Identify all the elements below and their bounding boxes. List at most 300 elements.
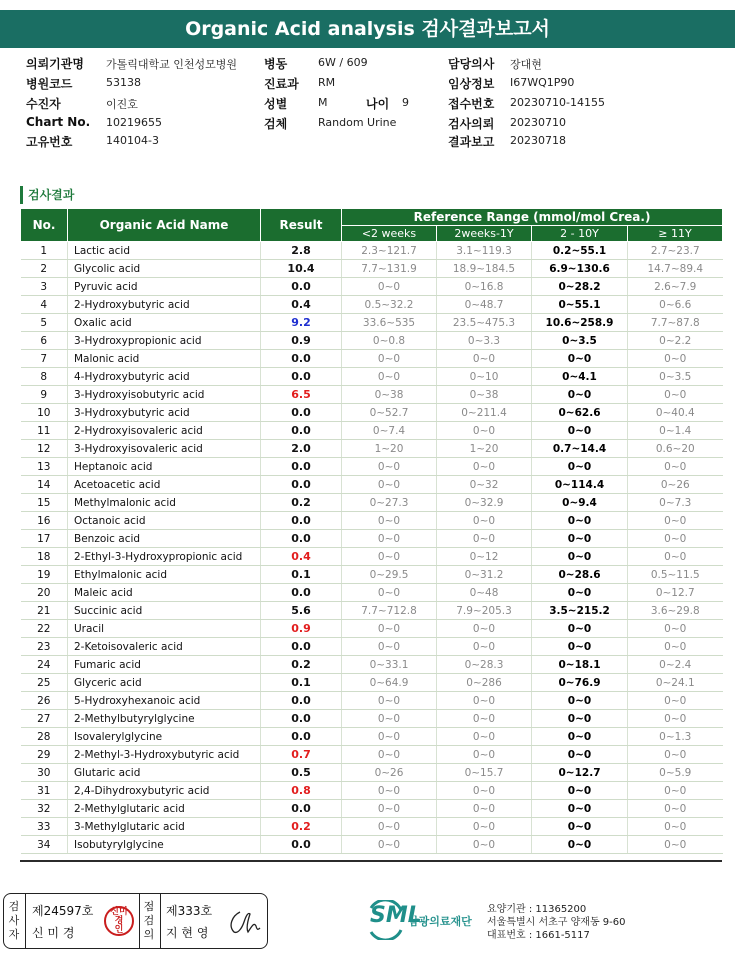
- row-number: 13: [21, 458, 68, 476]
- ref-11y-plus: 0~3.5: [628, 368, 723, 386]
- ref-11y-plus: 0~0: [628, 350, 723, 368]
- result-value: 0.0: [261, 422, 342, 440]
- unique-no-value: 140104-3: [106, 134, 159, 147]
- table-row: [21, 800, 723, 818]
- acid-name: Glyceric acid: [68, 674, 261, 692]
- acid-name: Succinic acid: [68, 602, 261, 620]
- ref-2-10y: 0.2~55.1: [532, 242, 628, 260]
- requesting-institution-value: 가톨릭대학교 인천성모병원: [106, 58, 238, 71]
- ref-under-2w: 0~27.3: [342, 494, 437, 512]
- ref-2w-1y: 1~20: [437, 440, 532, 458]
- ref-2w-1y: 0~0: [437, 746, 532, 764]
- ref-under-2w: 0~0: [342, 458, 437, 476]
- result-value: 0.9: [261, 620, 342, 638]
- ref-11y-plus: 7.7~87.8: [628, 314, 723, 332]
- result-value: 0.0: [261, 728, 342, 746]
- table-row: [21, 404, 723, 422]
- ref-2w-1y: 0~0: [437, 800, 532, 818]
- ref-under-2w: 0~0: [342, 548, 437, 566]
- ref-2w-1y: 0~3.3: [437, 332, 532, 350]
- sml-logo-text: SML: [370, 903, 422, 928]
- ref-11y-plus: 2.6~7.9: [628, 278, 723, 296]
- table-row: [21, 494, 723, 512]
- ref-under-2w: 0~0: [342, 368, 437, 386]
- result-value: 0.7: [261, 746, 342, 764]
- result-value: 0.0: [261, 278, 342, 296]
- acid-name: Fumaric acid: [68, 656, 261, 674]
- ref-2w-1y: 23.5~475.3: [437, 314, 532, 332]
- result-value: 0.5: [261, 764, 342, 782]
- physician-label: 담당의사: [448, 57, 495, 71]
- row-number: 32: [21, 800, 68, 818]
- row-number: 22: [21, 620, 68, 638]
- acid-name: 3-Methylglutaric acid: [68, 818, 261, 836]
- ref-col-2-10y: 2 - 10Y: [532, 226, 628, 242]
- tester-license-no: 제24597호: [32, 904, 94, 918]
- report-title: Organic Acid analysis 검사결과보고서: [0, 10, 735, 48]
- ref-2w-1y: 0~28.3: [437, 656, 532, 674]
- specimen-value: Random Urine: [318, 116, 397, 129]
- row-number: 34: [21, 836, 68, 854]
- acid-name: Glutaric acid: [68, 764, 261, 782]
- table-row: [21, 656, 723, 674]
- table-row: [21, 566, 723, 584]
- ref-11y-plus: 0~0: [628, 746, 723, 764]
- ref-11y-plus: 0~0: [628, 782, 723, 800]
- clinical-info-label: 임상정보: [448, 77, 495, 91]
- table-row: [21, 584, 723, 602]
- ref-2-10y: 0~0: [532, 746, 628, 764]
- table-row: [21, 764, 723, 782]
- acid-name: 5-Hydroxyhexanoic acid: [68, 692, 261, 710]
- table-row: [21, 530, 723, 548]
- table-row: [21, 548, 723, 566]
- result-value: 0.1: [261, 674, 342, 692]
- ref-11y-plus: 0~0: [628, 638, 723, 656]
- row-number: 1: [21, 242, 68, 260]
- ref-2-10y: 0~0: [532, 422, 628, 440]
- ref-2-10y: 3.5~215.2: [532, 602, 628, 620]
- ref-2w-1y: 0~286: [437, 674, 532, 692]
- table-row: [21, 332, 723, 350]
- acid-name: 2-Hydroxyisovaleric acid: [68, 422, 261, 440]
- row-number: 25: [21, 674, 68, 692]
- ref-under-2w: 0~0: [342, 620, 437, 638]
- table-row: [21, 296, 723, 314]
- ref-under-2w: 0~33.1: [342, 656, 437, 674]
- acid-name: Glycolic acid: [68, 260, 261, 278]
- row-number: 26: [21, 692, 68, 710]
- clinical-info-value: I67WQ1P90: [510, 76, 575, 89]
- ref-11y-plus: 0~0: [628, 386, 723, 404]
- ref-under-2w: 0~0: [342, 476, 437, 494]
- acid-name: 2-Ethyl-3-Hydroxypropionic acid: [68, 548, 261, 566]
- ref-under-2w: 0~0: [342, 692, 437, 710]
- chart-no-label: Chart No.: [26, 115, 91, 129]
- result-value: 0.0: [261, 530, 342, 548]
- examinee-value: 이진호: [106, 98, 138, 111]
- result-value: 10.4: [261, 260, 342, 278]
- acid-name: Pyruvic acid: [68, 278, 261, 296]
- ref-2w-1y: 0~10: [437, 368, 532, 386]
- ref-2w-1y: 0~12: [437, 548, 532, 566]
- unique-no-label: 고유번호: [26, 135, 73, 149]
- ref-under-2w: 0~0: [342, 512, 437, 530]
- row-number: 16: [21, 512, 68, 530]
- hospital-code-label: 병원코드: [26, 77, 73, 91]
- result-value: 0.9: [261, 332, 342, 350]
- ref-under-2w: 0~0: [342, 530, 437, 548]
- age-label: 나이: [366, 97, 390, 111]
- ref-col-2w-1y: 2weeks-1Y: [437, 226, 532, 242]
- ref-2w-1y: 0~0: [437, 692, 532, 710]
- ref-under-2w: 0~38: [342, 386, 437, 404]
- ref-11y-plus: 0~0: [628, 458, 723, 476]
- result-value: 2.0: [261, 440, 342, 458]
- ref-under-2w: 0~0: [342, 746, 437, 764]
- ref-under-2w: 0~0: [342, 638, 437, 656]
- ref-under-2w: 0~0: [342, 818, 437, 836]
- ref-11y-plus: 0.5~11.5: [628, 566, 723, 584]
- result-value: 0.2: [261, 818, 342, 836]
- table-row: [21, 674, 723, 692]
- row-number: 28: [21, 728, 68, 746]
- result-value: 0.0: [261, 404, 342, 422]
- specimen-label: 검체: [264, 117, 288, 131]
- acid-name: 3-Hydroxypropionic acid: [68, 332, 261, 350]
- result-value: 0.0: [261, 458, 342, 476]
- ref-2w-1y: 0~32: [437, 476, 532, 494]
- tester-label: 검사자: [8, 900, 20, 941]
- ref-under-2w: 0~0: [342, 782, 437, 800]
- ref-2-10y: 0~0: [532, 692, 628, 710]
- ref-11y-plus: 0~0: [628, 530, 723, 548]
- receipt-no-value: 20230710-14155: [510, 96, 605, 109]
- ref-11y-plus: 0~40.4: [628, 404, 723, 422]
- row-number: 27: [21, 710, 68, 728]
- ref-under-2w: 33.6~535: [342, 314, 437, 332]
- signature-box: [3, 893, 268, 949]
- lab-info: [487, 903, 626, 942]
- row-number: 11: [21, 422, 68, 440]
- row-number: 5: [21, 314, 68, 332]
- ref-2w-1y: 0~48.7: [437, 296, 532, 314]
- request-date-label: 검사의뢰: [448, 117, 495, 131]
- ref-2w-1y: 0~0: [437, 728, 532, 746]
- ref-under-2w: 0~0: [342, 710, 437, 728]
- row-number: 3: [21, 278, 68, 296]
- ref-11y-plus: 0~0: [628, 818, 723, 836]
- ref-11y-plus: 0~0: [628, 692, 723, 710]
- ref-2w-1y: 0~0: [437, 512, 532, 530]
- result-value: 0.0: [261, 476, 342, 494]
- ref-2-10y: 0~28.2: [532, 278, 628, 296]
- ref-under-2w: 0~0.8: [342, 332, 437, 350]
- row-number: 14: [21, 476, 68, 494]
- result-value: 0.0: [261, 638, 342, 656]
- table-row: [21, 458, 723, 476]
- ref-11y-plus: 3.6~29.8: [628, 602, 723, 620]
- ref-under-2w: 0~29.5: [342, 566, 437, 584]
- result-value: 0.0: [261, 368, 342, 386]
- acid-name: 2,4-Dihydroxybutyric acid: [68, 782, 261, 800]
- table-row: [21, 476, 723, 494]
- result-value: 6.5: [261, 386, 342, 404]
- physician-value: 장대현: [510, 58, 542, 71]
- ref-2-10y: 0~0: [532, 350, 628, 368]
- section-title: 검사결과: [20, 186, 74, 204]
- ref-under-2w: 0~0: [342, 836, 437, 854]
- acid-name: Uracil: [68, 620, 261, 638]
- row-number: 33: [21, 818, 68, 836]
- acid-name: Malonic acid: [68, 350, 261, 368]
- acid-name: 2-Hydroxybutyric acid: [68, 296, 261, 314]
- sex-label: 성별: [264, 97, 288, 111]
- ref-2-10y: 0~0: [532, 638, 628, 656]
- row-number: 9: [21, 386, 68, 404]
- row-number: 21: [21, 602, 68, 620]
- ref-col-under-2w: <2 weeks: [342, 226, 437, 242]
- ref-11y-plus: 0~2.4: [628, 656, 723, 674]
- ref-2-10y: 0~0: [532, 710, 628, 728]
- row-number: 30: [21, 764, 68, 782]
- ref-2w-1y: 0~38: [437, 386, 532, 404]
- age-value: 9: [402, 96, 409, 109]
- ref-2-10y: 0~0: [532, 728, 628, 746]
- ref-under-2w: 0~0: [342, 800, 437, 818]
- ref-11y-plus: 0~6.6: [628, 296, 723, 314]
- ref-under-2w: 7.7~712.8: [342, 602, 437, 620]
- ref-2-10y: 0.7~14.4: [532, 440, 628, 458]
- ref-11y-plus: 0~26: [628, 476, 723, 494]
- ref-2-10y: 0~0: [532, 458, 628, 476]
- ref-11y-plus: 2.7~23.7: [628, 242, 723, 260]
- ref-2-10y: 0~28.6: [532, 566, 628, 584]
- result-value: 2.8: [261, 242, 342, 260]
- tester-seal-stamp: 신미경 인: [104, 906, 134, 936]
- ref-2w-1y: 0~211.4: [437, 404, 532, 422]
- table-row: [21, 350, 723, 368]
- result-value: 0.0: [261, 512, 342, 530]
- ref-2w-1y: 0~0: [437, 620, 532, 638]
- acid-name: Isovalerylglycine: [68, 728, 261, 746]
- ref-2w-1y: 0~15.7: [437, 764, 532, 782]
- results-table: [20, 208, 723, 854]
- department-label: 진료과: [264, 77, 299, 91]
- ref-under-2w: 0~52.7: [342, 404, 437, 422]
- ref-11y-plus: 0~12.7: [628, 584, 723, 602]
- ref-2w-1y: 0~0: [437, 458, 532, 476]
- result-value: 5.6: [261, 602, 342, 620]
- result-value: 0.4: [261, 548, 342, 566]
- ref-2w-1y: 0~0: [437, 530, 532, 548]
- ref-11y-plus: 0~0: [628, 512, 723, 530]
- ref-2w-1y: 0~16.8: [437, 278, 532, 296]
- ref-under-2w: 2.3~121.7: [342, 242, 437, 260]
- report-date-label: 결과보고: [448, 135, 495, 149]
- ref-2w-1y: 0~31.2: [437, 566, 532, 584]
- ref-2-10y: 0~0: [532, 530, 628, 548]
- row-number: 12: [21, 440, 68, 458]
- row-number: 31: [21, 782, 68, 800]
- ref-2-10y: 0~55.1: [532, 296, 628, 314]
- ref-2-10y: 0~0: [532, 548, 628, 566]
- ref-under-2w: 0~0: [342, 278, 437, 296]
- ref-2-10y: 0~62.6: [532, 404, 628, 422]
- reviewer-license-no: 제333호: [166, 904, 213, 918]
- table-row: [21, 368, 723, 386]
- ref-2w-1y: 7.9~205.3: [437, 602, 532, 620]
- acid-name: 2-Ketoisovaleric acid: [68, 638, 261, 656]
- ref-2-10y: 0~3.5: [532, 332, 628, 350]
- table-row: [21, 620, 723, 638]
- ref-2-10y: 0~0: [532, 386, 628, 404]
- row-number: 10: [21, 404, 68, 422]
- table-row: [21, 440, 723, 458]
- result-value: 0.0: [261, 692, 342, 710]
- acid-name: Maleic acid: [68, 584, 261, 602]
- lab-code: 요양기관 : 11365200: [487, 904, 587, 915]
- table-row: [21, 242, 723, 260]
- result-value: 0.0: [261, 800, 342, 818]
- reviewer-label: 점검의: [143, 900, 155, 941]
- sex-value: M: [318, 96, 328, 109]
- ref-2-10y: 0~0: [532, 836, 628, 854]
- lab-address: 서울특별시 서초구 양재동 9-60: [487, 917, 626, 928]
- ref-2-10y: 0~0: [532, 782, 628, 800]
- result-value: 0.1: [261, 566, 342, 584]
- ref-2w-1y: 3.1~119.3: [437, 242, 532, 260]
- ref-2w-1y: 0~0: [437, 350, 532, 368]
- row-number: 6: [21, 332, 68, 350]
- acid-name: 3-Hydroxyisobutyric acid: [68, 386, 261, 404]
- table-row: [21, 638, 723, 656]
- row-number: 19: [21, 566, 68, 584]
- ref-2-10y: 10.6~258.9: [532, 314, 628, 332]
- ref-11y-plus: 0~24.1: [628, 674, 723, 692]
- ref-2-10y: 0~0: [532, 512, 628, 530]
- ref-2w-1y: 0~48: [437, 584, 532, 602]
- table-row: [21, 728, 723, 746]
- ref-2w-1y: 0~0: [437, 782, 532, 800]
- ref-under-2w: 0~7.4: [342, 422, 437, 440]
- row-number: 20: [21, 584, 68, 602]
- row-number: 8: [21, 368, 68, 386]
- table-row: [21, 278, 723, 296]
- ref-11y-plus: 0~7.3: [628, 494, 723, 512]
- acid-name: Benzoic acid: [68, 530, 261, 548]
- ref-11y-plus: 0~1.4: [628, 422, 723, 440]
- ref-under-2w: 0~0: [342, 728, 437, 746]
- ref-under-2w: 0~0: [342, 584, 437, 602]
- ref-11y-plus: 0~2.2: [628, 332, 723, 350]
- ref-under-2w: 7.7~131.9: [342, 260, 437, 278]
- result-value: 0.0: [261, 584, 342, 602]
- result-value: 9.2: [261, 314, 342, 332]
- ref-2w-1y: 0~32.9: [437, 494, 532, 512]
- ref-2w-1y: 0~0: [437, 422, 532, 440]
- sml-logo-subtitle: 삼광의료재단: [408, 915, 472, 928]
- ward-value: 6W / 609: [318, 56, 368, 69]
- bottom-divider: [20, 860, 722, 862]
- ref-2-10y: 0~9.4: [532, 494, 628, 512]
- acid-name: Oxalic acid: [68, 314, 261, 332]
- chart-no-value: 10219655: [106, 116, 162, 129]
- ref-2-10y: 0~0: [532, 620, 628, 638]
- ref-under-2w: 0~0: [342, 350, 437, 368]
- row-number: 15: [21, 494, 68, 512]
- ref-under-2w: 0~26: [342, 764, 437, 782]
- ref-col-11y-plus: ≥ 11Y: [628, 226, 723, 242]
- table-row: [21, 818, 723, 836]
- ref-2-10y: 0~0: [532, 800, 628, 818]
- acid-name: 4-Hydroxybutyric acid: [68, 368, 261, 386]
- ref-2-10y: 0~0: [532, 818, 628, 836]
- ref-2w-1y: 0~0: [437, 710, 532, 728]
- table-row: [21, 602, 723, 620]
- table-row: [21, 386, 723, 404]
- table-row: [21, 512, 723, 530]
- ref-11y-plus: 0.6~20: [628, 440, 723, 458]
- ref-11y-plus: 0~0: [628, 836, 723, 854]
- table-row: [21, 314, 723, 332]
- acid-name: Methylmalonic acid: [68, 494, 261, 512]
- acid-name: Ethylmalonic acid: [68, 566, 261, 584]
- result-value: 0.8: [261, 782, 342, 800]
- table-row: [21, 782, 723, 800]
- acid-name: Heptanoic acid: [68, 458, 261, 476]
- ref-2-10y: 0~0: [532, 584, 628, 602]
- ref-2w-1y: 0~0: [437, 818, 532, 836]
- request-date-value: 20230710: [510, 116, 566, 129]
- ref-under-2w: 0.5~32.2: [342, 296, 437, 314]
- tester-name: 신 미 경: [32, 926, 75, 940]
- acid-name: Isobutyrylglycine: [68, 836, 261, 854]
- examinee-label: 수진자: [26, 97, 61, 111]
- col-result-header: Result: [261, 209, 342, 242]
- hospital-code-value: 53138: [106, 76, 141, 89]
- result-value: 0.2: [261, 656, 342, 674]
- result-value: 0.0: [261, 710, 342, 728]
- report-date-value: 20230718: [510, 134, 566, 147]
- ref-2-10y: 6.9~130.6: [532, 260, 628, 278]
- ref-2-10y: 0~4.1: [532, 368, 628, 386]
- ref-2-10y: 0~12.7: [532, 764, 628, 782]
- ref-11y-plus: 14.7~89.4: [628, 260, 723, 278]
- table-row: [21, 692, 723, 710]
- row-number: 2: [21, 260, 68, 278]
- acid-name: Octanoic acid: [68, 512, 261, 530]
- ref-11y-plus: 0~0: [628, 548, 723, 566]
- acid-name: 2-Methylglutaric acid: [68, 800, 261, 818]
- reviewer-signature: [226, 908, 262, 936]
- ref-under-2w: 0~64.9: [342, 674, 437, 692]
- acid-name: Lactic acid: [68, 242, 261, 260]
- ward-label: 병동: [264, 57, 288, 71]
- ref-2w-1y: 0~0: [437, 638, 532, 656]
- department-value: RM: [318, 76, 336, 89]
- acid-name: Acetoacetic acid: [68, 476, 261, 494]
- col-no-header: No.: [21, 209, 68, 242]
- row-number: 18: [21, 548, 68, 566]
- result-value: 0.2: [261, 494, 342, 512]
- ref-11y-plus: 0~0: [628, 710, 723, 728]
- row-number: 7: [21, 350, 68, 368]
- acid-name: 2-Methyl-3-Hydroxybutyric acid: [68, 746, 261, 764]
- row-number: 23: [21, 638, 68, 656]
- reviewer-name: 지 현 영: [166, 926, 209, 940]
- ref-11y-plus: 0~0: [628, 800, 723, 818]
